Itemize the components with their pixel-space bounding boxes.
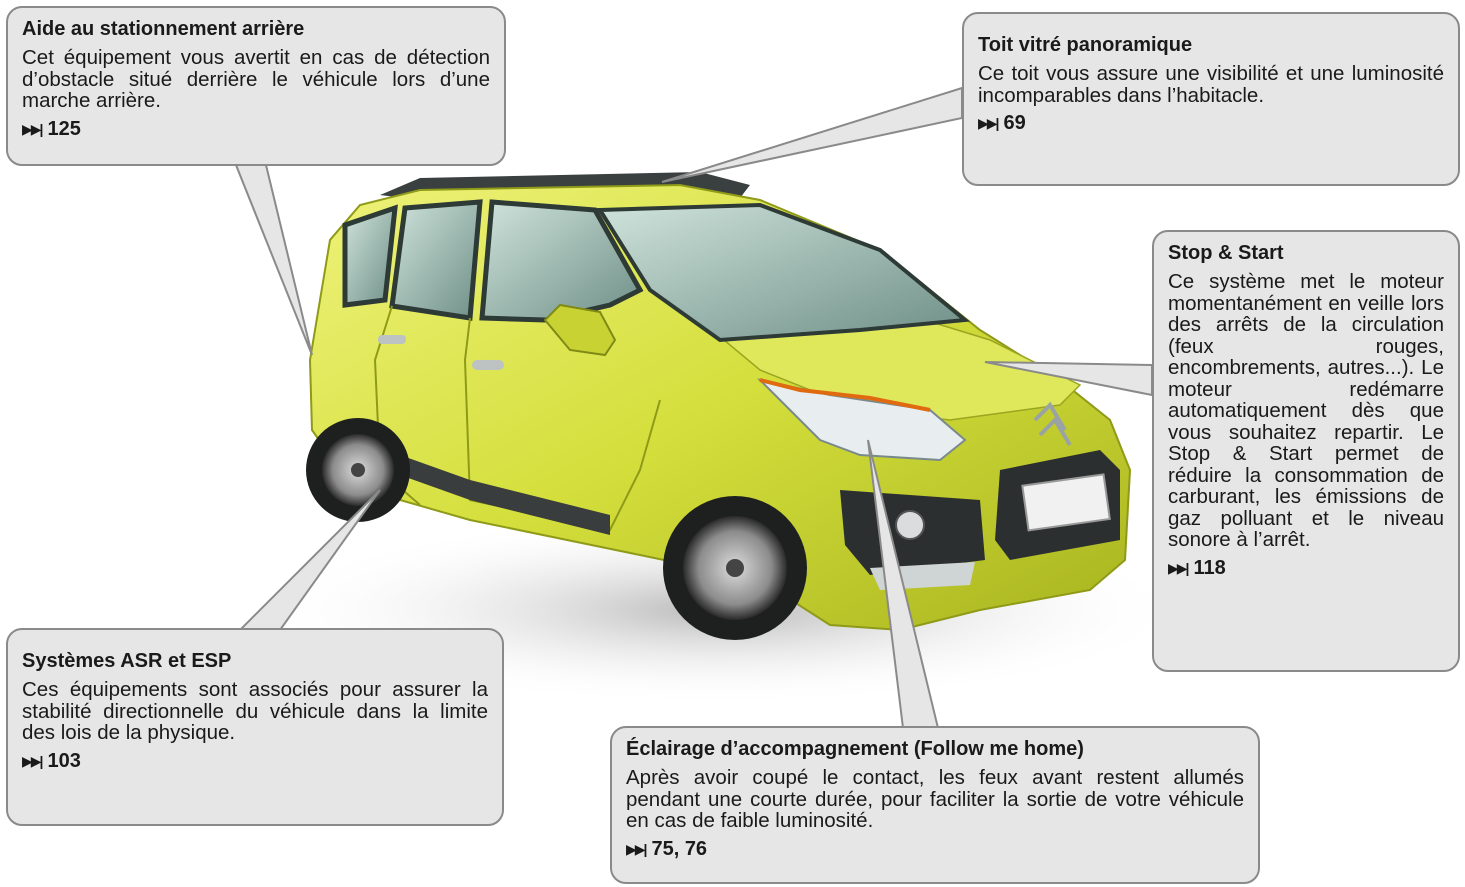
page-number: 118 [1193,556,1226,579]
page-reference[interactable] [22,118,490,141]
callout-parking-assist [6,6,506,166]
callout-text: Cet équipement vous avertit en cas de détection d’obstacle situé derrière le véhicule lors d’une marche arrière. [22,46,490,113]
callout-stop-start [1152,230,1460,672]
page-number: 103 [47,749,81,772]
rear-side-window [345,208,395,305]
callout-title: Systèmes ASR et ESP [22,650,232,672]
page-reference[interactable] [1168,557,1444,580]
door-handle [472,360,504,370]
callout-asr-esp [6,628,504,826]
callout-title: Toit vitré panoramique [978,34,1193,56]
callout-text: Ces équipements sont associés pour assurer la stabilité directionnelle du véhicule dans la limite des lois de la physique. [22,678,488,745]
callout-follow-me-home [610,726,1260,884]
skip-forward-icon: ▶▶| [978,115,998,132]
skip-forward-icon: ▶▶| [626,840,646,857]
page-reference[interactable] [626,838,1244,861]
page-number: 69 [1003,112,1026,135]
callout-title: Éclairage d’accompagnement (Follow me home) [626,738,1084,760]
fog-light [896,511,924,539]
callout-title: Aide au stationnement arrière [22,18,305,40]
door-handle [378,335,406,344]
page-reference[interactable] [978,112,1444,135]
page-number: 75, 76 [651,837,708,860]
page-number: 125 [47,117,81,140]
callout-panoramic-roof [962,12,1460,186]
callout-text: Ce toit vous assure une visibilité et une luminosité incomparables dans l’habitacle. [978,62,1444,107]
callout-title: Stop & Start [1168,242,1284,264]
skip-forward-icon: ▶▶| [1168,559,1188,576]
page-reference[interactable] [22,750,488,773]
middle-side-window [392,202,480,318]
skip-forward-icon: ▶▶| [22,752,42,769]
callout-text: Après avoir coupé le contact, les feux avant restent allumés pendant une courte durée, pour faciliter la sortie de votre véhicule en cas de faible luminosité. [626,766,1244,833]
skip-forward-icon: ▶▶| [22,120,42,137]
callout-text: Ce système met le moteur momentanément en veille lors des arrêts de la circulation (feux rouges, encombrements, autres...). Le moteur redémarre automatiquement dès que vous souhaitez repartir. Le Stop & Start permet de réduire la consommation de carburant, les émissions de gaz polluant et le niveau sonore à l’arrêt. [1168,270,1444,552]
